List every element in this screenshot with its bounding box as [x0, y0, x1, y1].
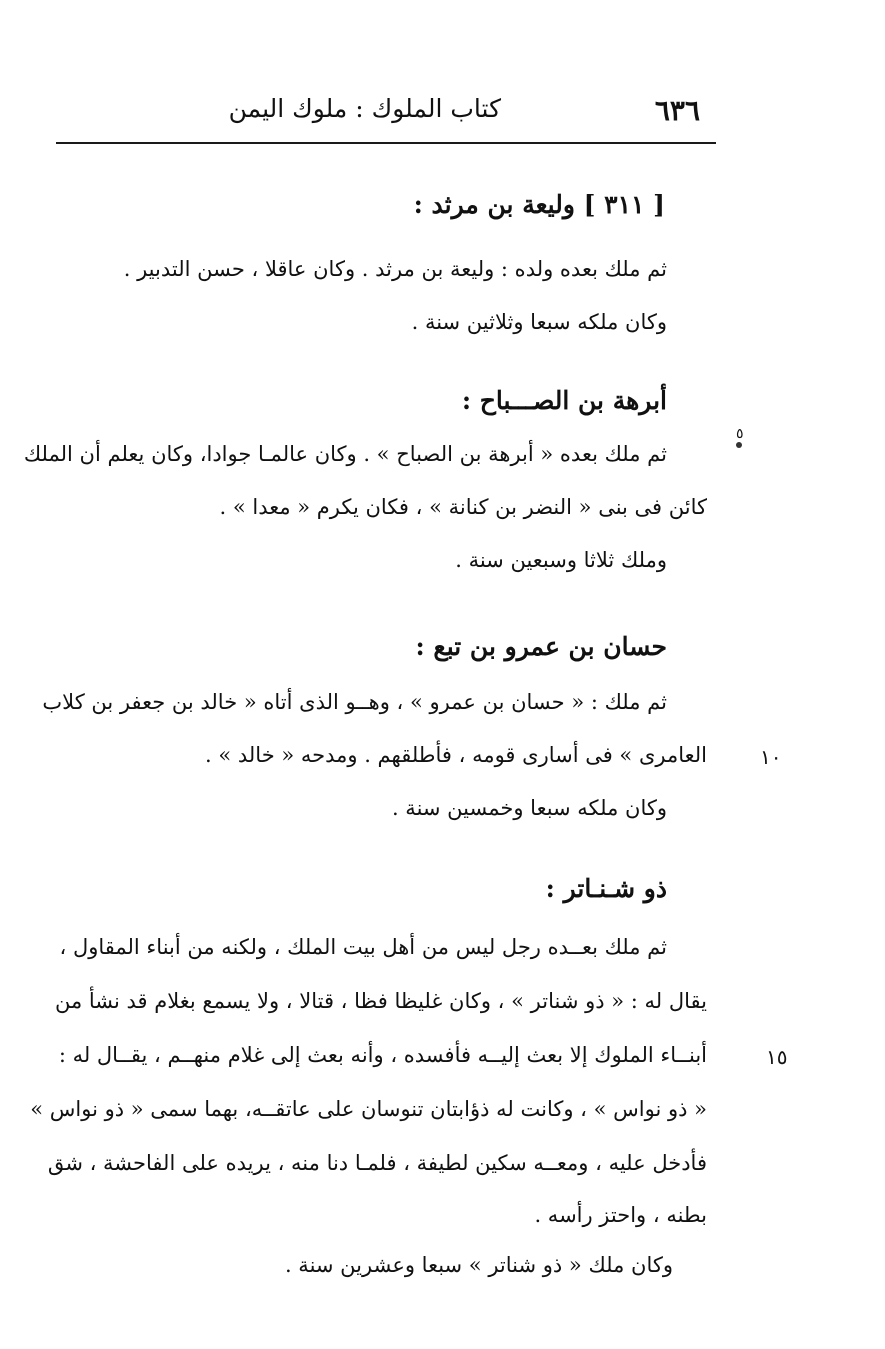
text-line: ثم ملك بعده « أبرهة بن الصباح » . وكان عالمـا جوادا، وكان يعلم أن الملك [23, 442, 667, 466]
page-header [56, 94, 716, 144]
text-line: وكان ملكه سبعا وثلاثين سنة . [411, 310, 667, 334]
section-heading: حسان بن عمرو بن تبع : [415, 632, 667, 661]
text-line: وكان ملكه سبعا وخمسين سنة . [391, 796, 667, 820]
text-line: العامرى » فى أسارى قومه ، فأطلقهم . ومدحه « خالد » . [205, 743, 707, 767]
section-heading: [ ٣١١ ] وليعة بن مرثد : [413, 190, 665, 219]
section-heading: أبرهة بن الصـــباح : [461, 386, 667, 415]
text-line: ثم ملك : « حسان بن عمرو » ، وهــو الذى أتاه « خالد بن جعفر بن كلاب [42, 690, 667, 714]
text-line: وملك ثلاثا وسبعين سنة . [455, 548, 667, 572]
text-line: أبنــاء الملوك إلا بعث إليــه فأفسده ، وأنه بعث إلى غلام منهــم ، يقــال له : [58, 1043, 707, 1067]
header-rule [56, 142, 716, 144]
text-line: ثم ملك بعده ولده : وليعة بن مرثد . وكان عاقلا ، حسن التدبير . [123, 257, 667, 281]
text-line: وكان ملك « ذو شناتر » سبعا وعشرين سنة . [284, 1253, 673, 1277]
text-line: فأدخل عليه ، ومعــه سكين لطيفة ، فلمـا دنا منه ، يريده على الفاحشة ، شق [47, 1151, 707, 1175]
line-number-5: ٥ [736, 426, 744, 442]
text-line: ثم ملك بعــده رجل ليس من أهل بيت الملك ، ولكنه من أبناء المقاول ، [59, 935, 667, 959]
line-number-15: ١٥ [766, 1045, 788, 1069]
running-title: كتاب الملوك : ملوك اليمن [228, 94, 501, 123]
text-line: « ذو نواس » ، وكانت له ذؤابتان تنوسان على عاتقــه، بهما سمى « ذو نواس » [30, 1097, 707, 1121]
section-heading: ذو شـنـاتر : [545, 874, 667, 903]
text-line: بطنه ، واحتز رأسه . [534, 1203, 707, 1227]
text-line: يقال له : « ذو شناتر » ، وكان غليظا فظا ، قتالا ، ولا يسمع بغلام قد نشأ من [54, 989, 707, 1013]
page-number: ٦٣٦ [654, 94, 700, 127]
text-line: كائن فى بنى « النضر بن كنانة » ، فكان يكرم « معدا » . [219, 495, 707, 519]
line-number-10: ١٠ [760, 745, 782, 769]
margin-mark [736, 442, 742, 448]
